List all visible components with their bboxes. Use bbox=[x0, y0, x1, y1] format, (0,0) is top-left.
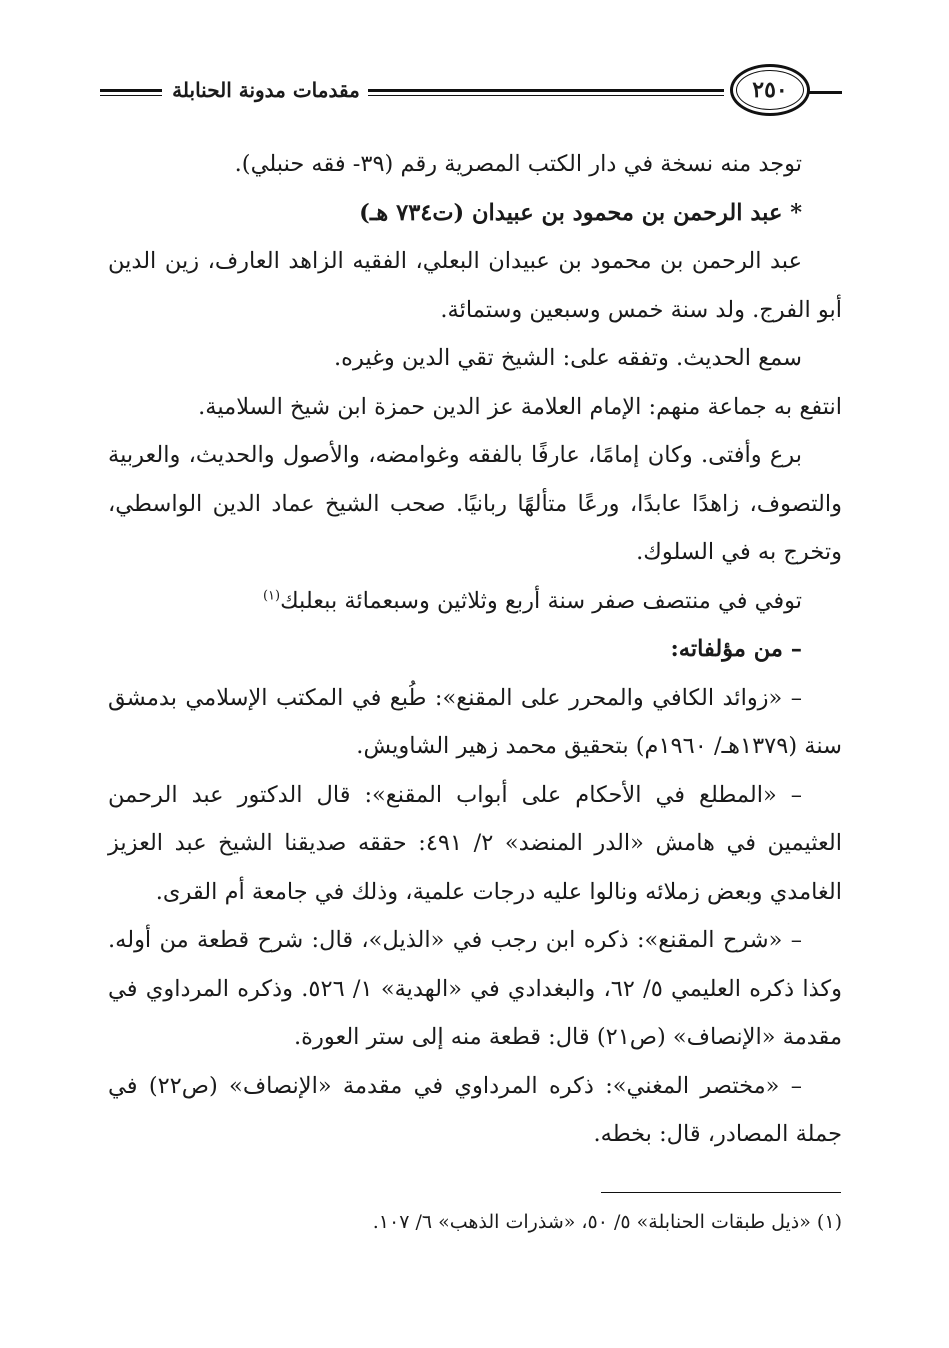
header-rule-middle-thin bbox=[368, 95, 724, 96]
paragraph-death bbox=[108, 577, 842, 626]
page-header bbox=[100, 62, 842, 122]
page-number: ٢٥٠ bbox=[730, 64, 810, 116]
main-text bbox=[108, 140, 842, 1159]
work-item-mutla: – «المطلع في الأحكام على أبواب المقنع»: قال الدكتور عبد الرحمن العثيمين في هامش «الدر المنضد» ٢/ ٤٩١: حققه صديقنا الشيخ عبد العزيز الغامدي وبعض زملائه ونالوا عليه درجات علمية، وذلك في جامعة أم القرى. bbox=[108, 781, 842, 905]
paragraph-name: عبد الرحمن بن محمود بن عبيدان البعلي، الفقيه الزاهد العارف، زين الدين أبو الفرج. ولد سنة خمس وسبعين وستمائة. bbox=[108, 248, 842, 323]
paragraph-description: برع وأفتى. وكان إمامًا، عارفًا بالفقه وغوامضه، والأصول والحديث، والعربية والتصوف، زاهدًا عابدًا، ورعًا متألهًا ربانيًا. صحب الشيخ عماد الدين الواسطي، وتخرج به في السلوك. bbox=[108, 442, 842, 565]
paragraph-students: انتفع به جماعة منهم: الإمام العلامة عز الدين حمزة ابن شيخ السلامية. bbox=[198, 393, 842, 420]
work-item-sharh: – «شرح المقنع»: ذكره ابن رجب في «الذيل»، قال: شرح قطعة من أوله. وكذا ذكره العليمي ٥/ ٦٢، والبغدادي في «الهدية» ١/ ٥٢٦. وذكره المرداوي في مقدمة «الإنصاف» (ص٢١) قال: قطعة منه إلى ستر العورة. bbox=[108, 927, 843, 1050]
footnote-divider bbox=[601, 1192, 841, 1193]
work-item-zawaid: – «زوائد الكافي والمحرر على المقنع»: طُبع في المكتب الإسلامي بدمشق سنة (١٣٧٩هـ/ ١٩٦٠م) بتحقيق محمد زهير الشاويش. bbox=[108, 684, 842, 759]
header-rule-left-thin bbox=[100, 95, 162, 96]
works-heading: – من مؤلفاته: bbox=[670, 636, 802, 662]
paragraph-study: سمع الحديث. وتفقه على: الشيخ تقي الدين وغيره. bbox=[334, 345, 802, 371]
footnote: (١) «ذيل طبقات الحنابلة» ٥/ ٥٠، «شذرات الذهب» ٦/ ١٠٧. bbox=[372, 1211, 842, 1233]
footnote-marker: (١) bbox=[262, 588, 281, 603]
biography-heading: * عبد الرحمن بن محمود بن عبيدان (ت٧٣٤ هـ) bbox=[359, 199, 802, 226]
work-item-mukhtasar: – «مختصر المغني»: ذكره المرداوي في مقدمة «الإنصاف» (ص٢٢) في جملة المصادر، قال: بخطه. bbox=[108, 1072, 842, 1147]
paragraph-manuscript-note: توجد منه نسخة في دار الكتب المصرية رقم (٣٩- فقه حنبلي). bbox=[234, 151, 802, 177]
header-rule-right bbox=[808, 91, 842, 94]
header-rule-middle bbox=[368, 89, 724, 92]
header-rule-left bbox=[100, 89, 162, 92]
death-text: توفي في منتصف صفر سنة أربع وثلاثين وسبعمائة ببعلبك bbox=[280, 587, 802, 614]
running-title: مقدمات مدونة الحنابلة bbox=[172, 78, 360, 102]
